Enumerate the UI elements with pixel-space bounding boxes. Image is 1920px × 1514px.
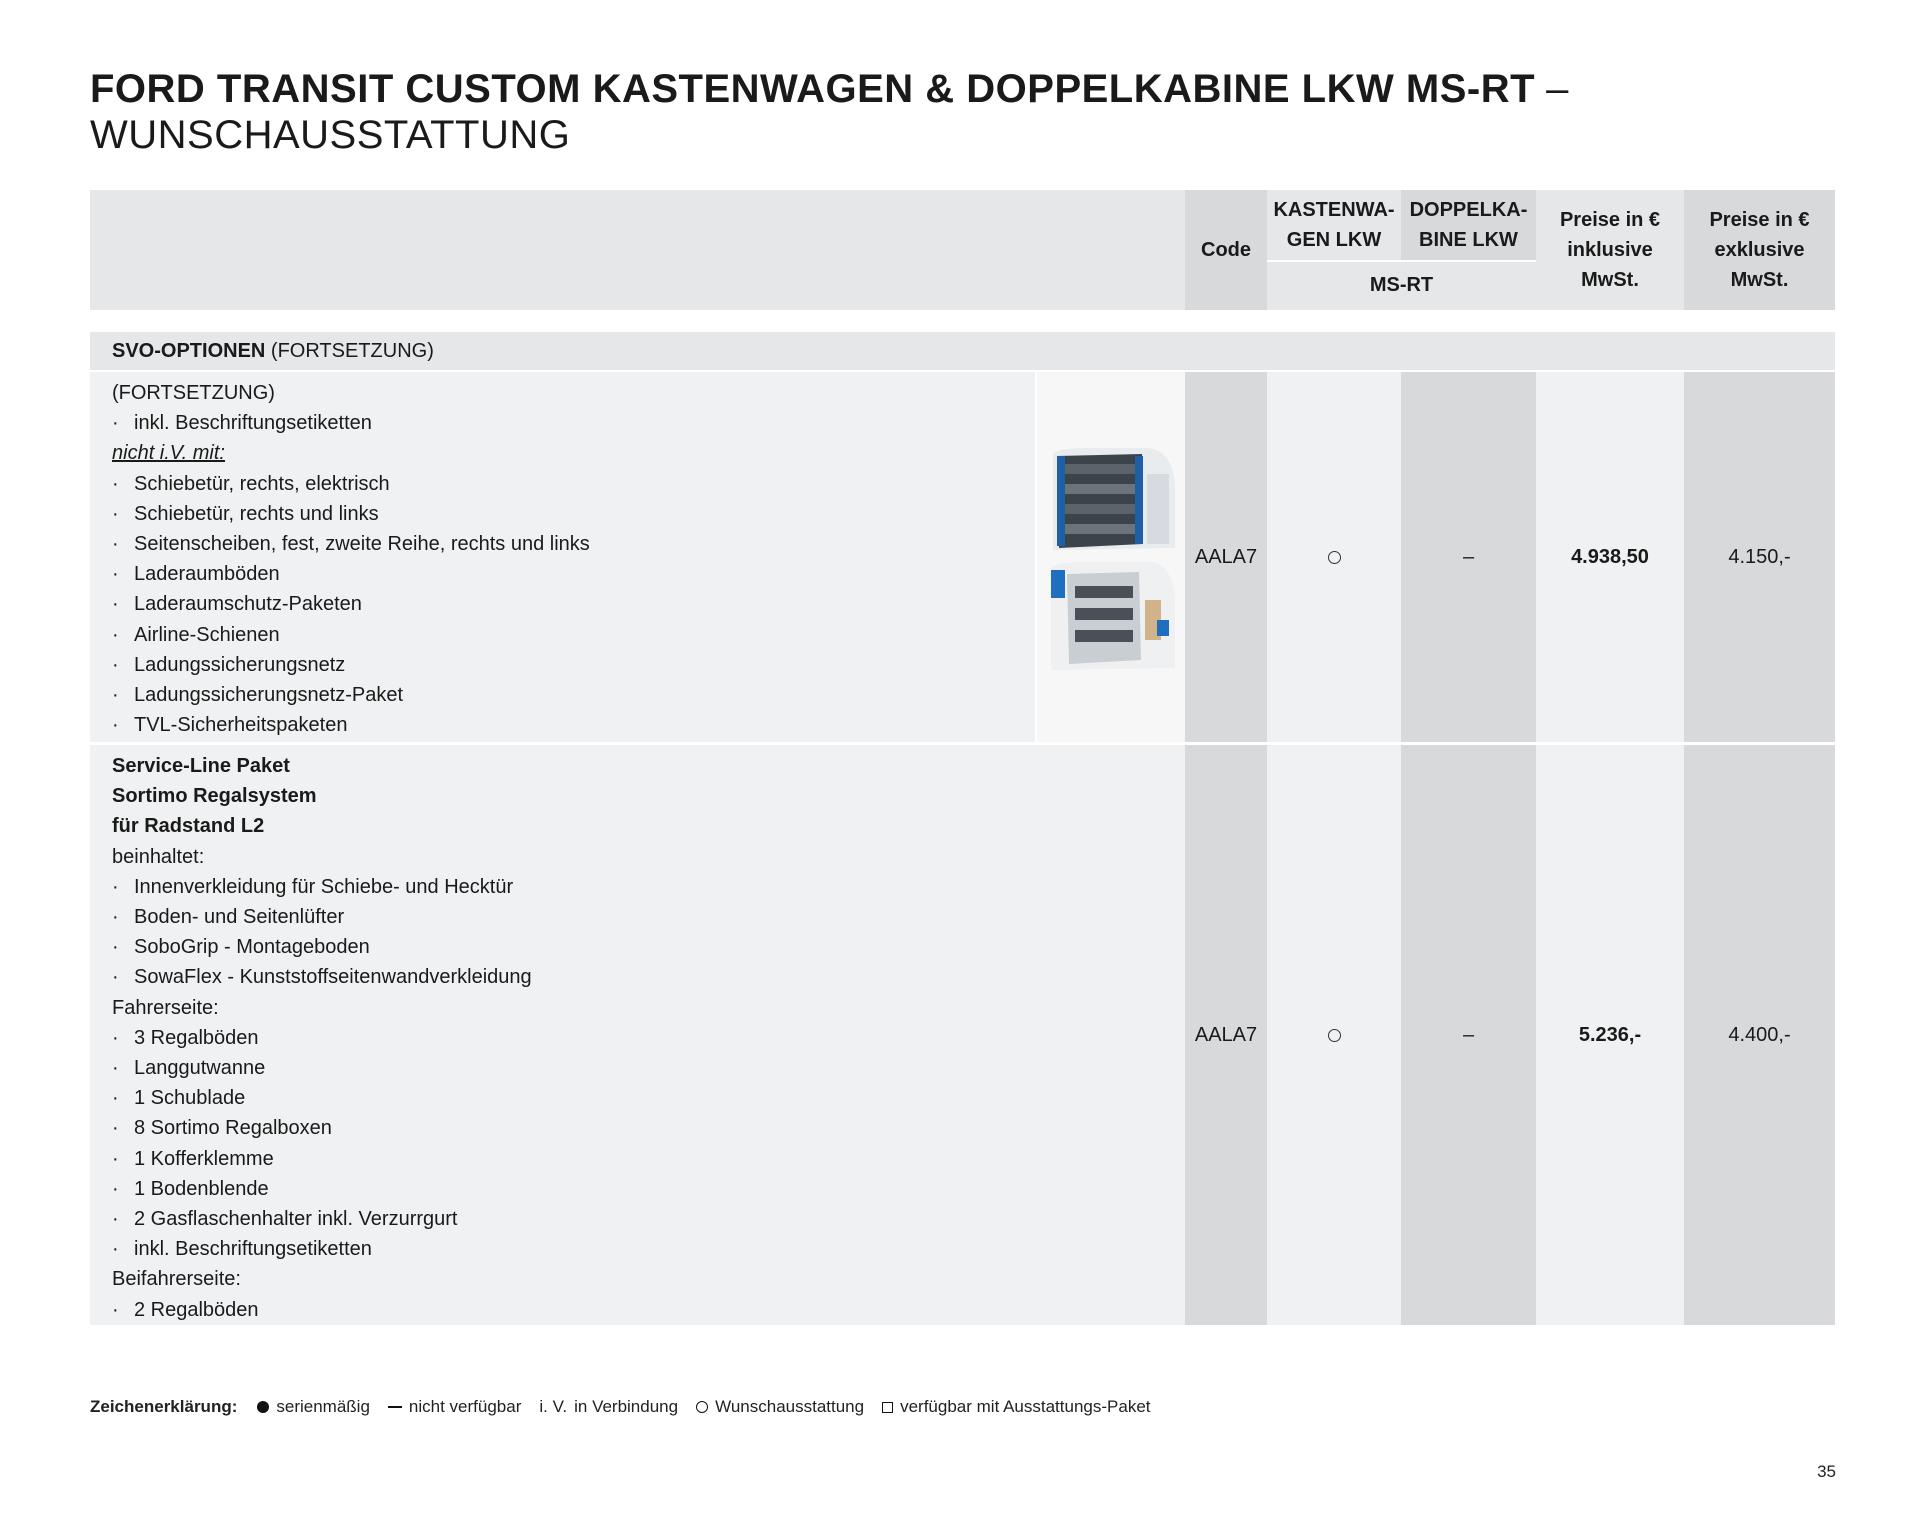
list-item	[112, 1053, 532, 1083]
header-price-excl-line2: exklusive	[1714, 239, 1805, 261]
header-price-incl-line2: inklusive	[1567, 239, 1653, 261]
legend-item-unavailable	[388, 1397, 521, 1417]
line-text: Sortimo Regalsystem	[112, 785, 317, 808]
bullet-icon: ·	[112, 906, 119, 929]
line-text: Innenverkleidung für Schiebe- und Hecktür	[134, 875, 514, 898]
bullet-icon: ·	[112, 472, 119, 495]
line-text: Beifahrerseite:	[112, 1268, 241, 1291]
legend-item-optional	[696, 1397, 864, 1417]
list-item	[112, 932, 532, 962]
bullet-icon: ·	[112, 714, 119, 737]
line-text: Laderaumschutz-Paketen	[134, 593, 362, 616]
ring-icon	[696, 1401, 708, 1413]
list-item	[112, 1023, 532, 1053]
line-text: Boden- und Seitenlüfter	[134, 906, 345, 929]
legend-text: in Verbindung	[574, 1397, 679, 1416]
header-kastenwagen-line2: GEN LKW	[1286, 229, 1382, 251]
row-kastenwagen	[1267, 372, 1401, 742]
table-header	[90, 190, 1835, 310]
line-text: 3 Regalböden	[134, 1026, 259, 1049]
line-text: nicht i.V. mit:	[112, 442, 225, 465]
line-text: Ladungssicherungsnetz-Paket	[134, 684, 404, 707]
line-text: für Radstand L2	[112, 815, 265, 838]
list-item	[112, 680, 590, 710]
bullet-icon: ·	[112, 875, 119, 898]
legend-label: Zeichenerklärung:	[90, 1397, 238, 1416]
row-price-incl: 4.938,50	[1536, 372, 1684, 742]
van-shelving-image	[1047, 560, 1177, 672]
page-title	[90, 66, 1810, 158]
line-text: Fahrerseite:	[112, 996, 219, 1019]
description-line	[112, 811, 532, 841]
line-text: 8 Sortimo Regalboxen	[134, 1117, 332, 1140]
section-header	[90, 332, 1835, 370]
line-text: SoboGrip - Montageboden	[134, 936, 370, 959]
page-title-dash: –	[1535, 67, 1569, 111]
list-item	[112, 1083, 532, 1113]
header-price-incl	[1536, 190, 1684, 310]
header-price-incl-line3: MwSt.	[1581, 269, 1639, 291]
bullet-icon: ·	[112, 936, 119, 959]
bullet-icon: ·	[112, 1117, 119, 1140]
list-item	[112, 1144, 532, 1174]
bullet-icon: ·	[112, 412, 119, 435]
line-text: 1 Bodenblende	[134, 1177, 269, 1200]
section-title: SVO-OPTIONEN	[112, 340, 266, 362]
square-icon	[882, 1402, 893, 1413]
section-subtitle: (FORTSETZUNG)	[265, 340, 434, 362]
bullet-icon: ·	[112, 623, 119, 646]
row-kastenwagen	[1267, 745, 1401, 1325]
bullet-icon: ·	[112, 966, 119, 989]
row-code: AALA7	[1185, 745, 1267, 1325]
dash-icon	[388, 1406, 402, 1408]
header-msrt: MS-RT	[1267, 260, 1536, 310]
bullet-icon: ·	[112, 1298, 119, 1321]
row-price-incl: 5.236,-	[1536, 745, 1684, 1325]
list-item	[112, 1295, 532, 1325]
legend-item-standard	[257, 1397, 370, 1417]
header-doppelkabine	[1401, 190, 1536, 260]
legend-item-package	[882, 1397, 1150, 1417]
bullet-icon: ·	[112, 684, 119, 707]
description-line	[112, 438, 590, 468]
bullet-icon: ·	[112, 563, 119, 586]
list-item	[112, 529, 590, 559]
description-line	[112, 751, 532, 781]
bullet-icon: ·	[112, 1208, 119, 1231]
legend-text: Wunschausstattung	[715, 1397, 865, 1416]
row-price-excl: 4.150,-	[1684, 372, 1835, 742]
bullet-icon: ·	[112, 1087, 119, 1110]
header-price-excl	[1684, 190, 1835, 310]
list-item	[112, 589, 590, 619]
bullet-icon: ·	[112, 1177, 119, 1200]
line-text: (FORTSETZUNG)	[112, 382, 275, 404]
row-code: AALA7	[1185, 372, 1267, 742]
option-circle-icon	[1328, 551, 1341, 564]
description-line	[112, 1264, 532, 1294]
list-item	[112, 872, 532, 902]
list-item	[112, 1174, 532, 1204]
line-text: SowaFlex - Kunststoffseitenwandverkleidung	[134, 966, 532, 989]
line-text: inkl. Beschriftungsetiketten	[134, 412, 372, 435]
line-text: Langgutwanne	[134, 1057, 266, 1080]
page-title-sub: WUNSCHAUSSTATTUNG	[90, 113, 571, 157]
header-price-excl-line1: Preise in €	[1709, 209, 1810, 231]
list-item	[112, 710, 590, 740]
header-price-incl-line1: Preise in €	[1559, 209, 1661, 231]
filled-dot-icon	[257, 1401, 269, 1413]
list-item	[112, 902, 532, 932]
row-doppelkabine: –	[1401, 372, 1536, 742]
line-text: 1 Kofferklemme	[134, 1147, 274, 1170]
legend-text: serienmäßig	[276, 1397, 370, 1416]
list-item	[112, 469, 590, 499]
bullet-icon: ·	[112, 1238, 119, 1261]
list-item	[112, 408, 590, 438]
header-kastenwagen-line1: KASTENWA-	[1273, 199, 1395, 221]
line-text: beinhaltet:	[112, 845, 205, 868]
line-text: Schiebetür, rechts, elektrisch	[134, 472, 390, 495]
list-item	[112, 620, 590, 650]
legend-text: nicht verfügbar	[408, 1397, 522, 1416]
list-item	[112, 650, 590, 680]
page-title-main: FORD TRANSIT CUSTOM KASTENWAGEN & DOPPELKABINE LKW MS-RT	[90, 67, 1536, 111]
list-item	[112, 1234, 532, 1264]
line-text: 2 Regalböden	[134, 1298, 259, 1321]
list-item	[112, 1204, 532, 1234]
bullet-icon: ·	[112, 593, 119, 616]
description-line	[112, 378, 590, 408]
line-text: Airline-Schienen	[134, 623, 280, 646]
row-description	[112, 378, 590, 740]
legend-prefix: i. V.	[539, 1397, 568, 1416]
list-item	[112, 1113, 532, 1143]
bullet-icon: ·	[112, 533, 119, 556]
legend-item-combination	[539, 1397, 678, 1417]
bullet-icon: ·	[112, 1057, 119, 1080]
table-row	[90, 745, 1835, 1325]
list-item	[112, 499, 590, 529]
row-doppelkabine: –	[1401, 745, 1536, 1325]
line-text: Ladungssicherungsnetz	[134, 653, 346, 676]
option-circle-icon	[1328, 1029, 1341, 1042]
legend	[90, 1397, 1169, 1417]
van-interior-image	[1047, 444, 1177, 556]
line-text: inkl. Beschriftungsetiketten	[134, 1238, 372, 1261]
description-line	[112, 842, 532, 872]
page-number: 35	[1817, 1462, 1836, 1481]
line-text: Service-Line Paket	[112, 755, 290, 777]
van-images	[1035, 372, 1185, 742]
legend-text: verfügbar mit Ausstattungs-Paket	[900, 1397, 1151, 1416]
header-doppelkabine-line2: BINE LKW	[1419, 229, 1518, 251]
description-line	[112, 993, 532, 1023]
line-text: TVL-Sicherheitspaketen	[134, 714, 348, 737]
bullet-icon: ·	[112, 1026, 119, 1049]
line-text: Schiebetür, rechts und links	[134, 502, 379, 525]
list-item	[112, 962, 532, 992]
line-text: 1 Schublade	[134, 1087, 246, 1110]
description-line	[112, 781, 532, 811]
row-description	[112, 751, 532, 1325]
line-text: 2 Gasflaschenhalter inkl. Verzurrgurt	[134, 1208, 458, 1231]
bullet-icon: ·	[112, 502, 119, 525]
line-text: Seitenscheiben, fest, zweite Reihe, rechts und links	[134, 533, 590, 556]
line-text: Laderaumböden	[134, 563, 280, 586]
header-kastenwagen	[1267, 190, 1401, 260]
bullet-icon: ·	[112, 653, 119, 676]
header-price-excl-line3: MwSt.	[1730, 269, 1789, 291]
table-row	[90, 372, 1835, 742]
row-price-excl: 4.400,-	[1684, 745, 1835, 1325]
list-item	[112, 559, 590, 589]
header-code: Code	[1185, 190, 1267, 310]
header-divider	[1267, 260, 1536, 262]
header-doppelkabine-line1: DOPPELKA-	[1409, 199, 1528, 221]
bullet-icon: ·	[112, 1147, 119, 1170]
